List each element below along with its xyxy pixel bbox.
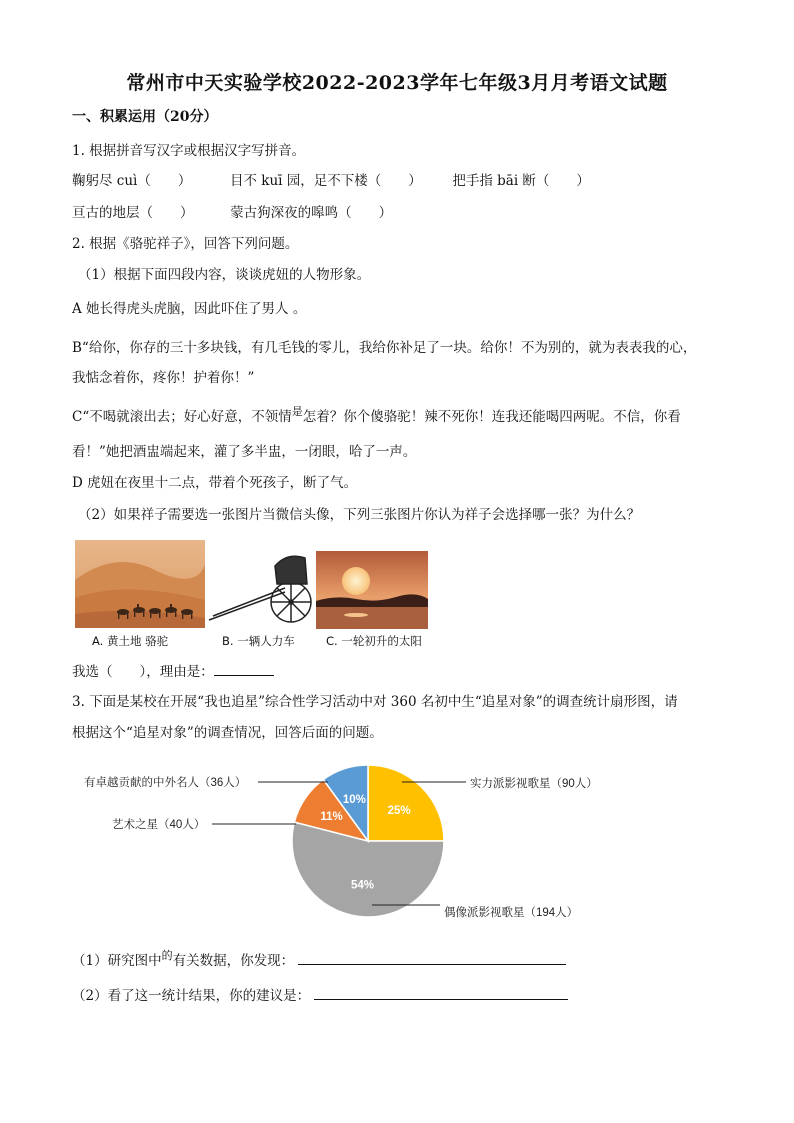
pie-percent-label: 10% bbox=[342, 794, 366, 807]
caption-b: B. 一辆人力车 bbox=[222, 634, 295, 648]
pie-category-label: 实力派影视歌星（90人） bbox=[470, 778, 598, 790]
desert-camels-image bbox=[75, 540, 205, 628]
page-title: 常州市中天实验学校2022-2023学年七年级3月月考语文试题 bbox=[126, 72, 668, 94]
q2-option-b: B“给你，你存的三十多块钱，有几毛钱的零儿，我给你补足了一块。给你！不为别的，就为表表我的心， bbox=[72, 340, 697, 356]
q1-item: 鞠躬尽 cuì（ ） bbox=[72, 173, 192, 189]
q3-sub2 bbox=[72, 985, 568, 1005]
q3-prompt: 3. 下面是某校在开展“我也追星”综合性学习活动中对 360 名初中生“追星对象”的调查统计扇形图，请 bbox=[72, 694, 678, 710]
q1-item: 蒙古狗深夜的嗥鸣（ ） bbox=[230, 205, 393, 221]
q2-option-c-cont: 看！”她把酒盅端起来，灌了多半盅，一闭眼，哈了一声。 bbox=[72, 444, 417, 460]
pie-category-label: 艺术之星（40人） bbox=[112, 819, 206, 831]
q2-answer-line bbox=[72, 661, 274, 681]
q2-option-a: A 她长得虎头虎脑，因此吓住了男人 。 bbox=[72, 301, 307, 317]
q1-prompt: 1. 根据拼音写汉字或根据汉字写拼音。 bbox=[72, 143, 306, 159]
q1-item: 亘古的地层（ ） bbox=[72, 205, 194, 221]
q2-sub1: （1）根据下面四段内容，谈谈虎妞的人物形象。 bbox=[78, 267, 371, 283]
q1-row2 bbox=[72, 204, 392, 222]
answer-blank bbox=[314, 985, 568, 1000]
section-heading: 一、积累运用（20分） bbox=[72, 109, 218, 125]
q3-sub1 bbox=[72, 950, 566, 971]
text-span: 是 bbox=[291, 405, 303, 418]
q2-option-b-cont: 我惦念着你，疼你！护着你！” bbox=[72, 370, 255, 386]
text-span: 怎着？你个傻骆驼！辣不死你！连我还能喝四两呢。不信，你看 bbox=[302, 409, 681, 425]
q2-option-c bbox=[72, 405, 681, 427]
answer-blank bbox=[214, 661, 274, 676]
q2-sub2: （2）如果祥子需要选一张图片当微信头像，下列三张图片你认为祥子会选择哪一张？为什么？ bbox=[78, 507, 641, 523]
q3-prompt-cont: 根据这个“追星对象”的调查情况，回答后面的问题。 bbox=[72, 725, 383, 741]
q1-item: 把手指 bāi 断（ ） bbox=[452, 173, 590, 189]
pie-slice bbox=[368, 765, 444, 841]
pie-category-label: 偶像派影视歌星（194人） bbox=[444, 907, 579, 919]
pie-category-label: 有卓越贡献的中外名人（36人） bbox=[84, 777, 247, 789]
q1-item: 目不 kuī 园，足不下楼（ ） bbox=[229, 173, 422, 189]
pie-percent-label: 54% bbox=[350, 879, 374, 892]
text-span: C“不喝就滚出去；好心好意，不领情 bbox=[72, 409, 292, 425]
pie-chart bbox=[0, 750, 794, 930]
answer-prefix: 我选（ ），理由是： bbox=[72, 664, 214, 680]
answer-blank bbox=[298, 950, 566, 965]
q1-row1 bbox=[72, 172, 590, 190]
pie-percent-label: 11% bbox=[320, 811, 343, 824]
caption-a: A. 黄土地 骆驼 bbox=[92, 634, 169, 648]
text-span: 有关数据，你发现： bbox=[172, 953, 295, 969]
text-span: （1）研究图中 bbox=[72, 953, 162, 969]
rickshaw-image bbox=[205, 548, 315, 628]
text-span: （2）看了这一统计结果，你的建议是： bbox=[72, 988, 311, 1004]
caption-c: C. 一轮初升的太阳 bbox=[326, 634, 422, 648]
q2-option-d: D 虎妞在夜里十二点，带着个死孩子，断了气。 bbox=[72, 475, 358, 491]
q2-prompt: 2. 根据《骆驼祥子》，回答下列问题。 bbox=[72, 236, 299, 252]
text-span: 的 bbox=[161, 949, 173, 962]
pie-percent-label: 25% bbox=[387, 804, 411, 817]
sunrise-image bbox=[316, 551, 428, 629]
